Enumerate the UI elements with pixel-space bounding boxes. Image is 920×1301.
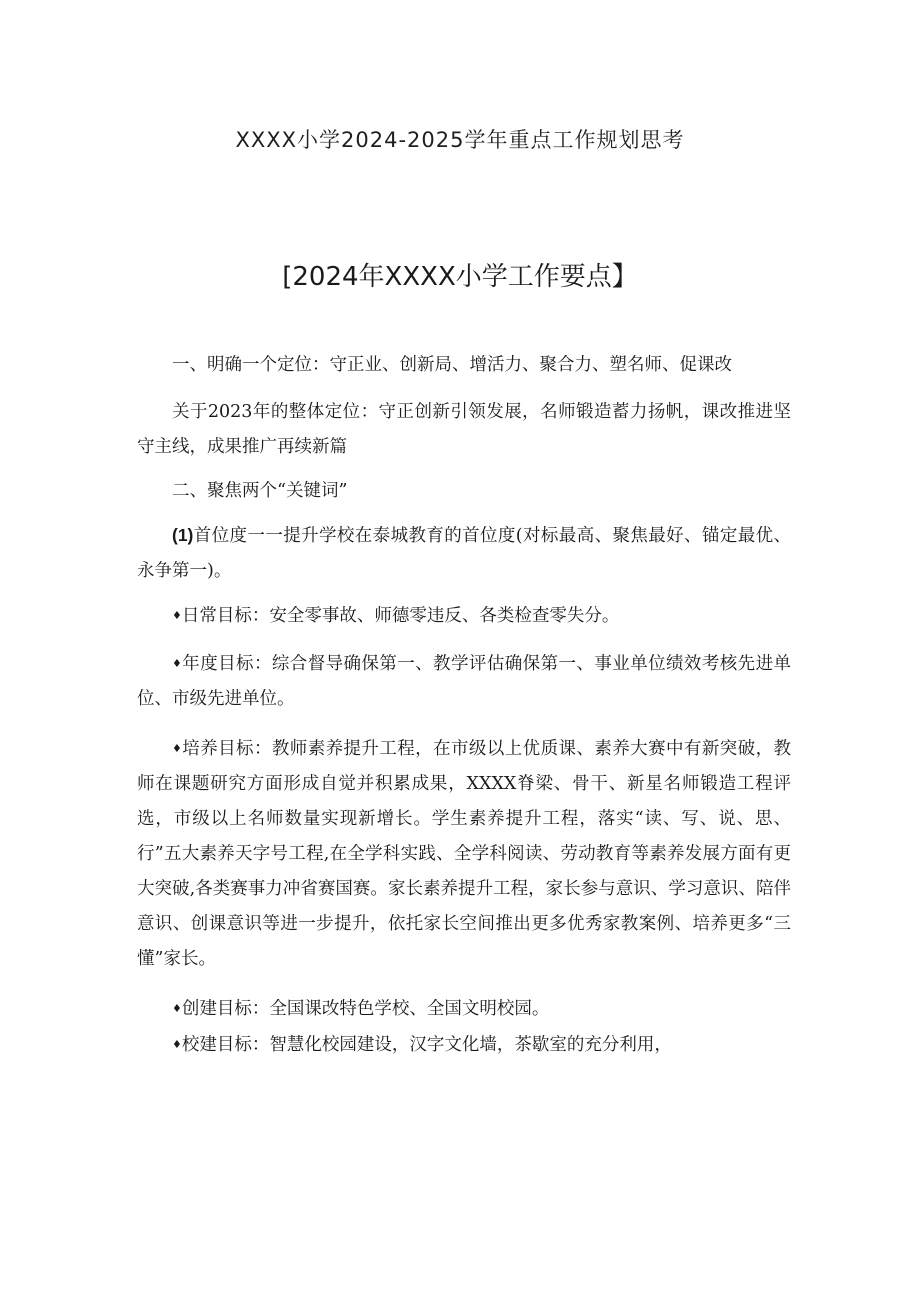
goal-create xyxy=(137,991,791,1027)
goal-cultivate-text: 培养目标：教师素养提升工程，在市级以上优质课、素养大赛中有新突破，教师在课题研究方面形成自觉并积累成果，XXXX脊梁、骨干、新星名师锻造工程评选，市级以上名师数量实现新增长。学生素养提升工程，落实“读、写、说、思、行”五大素养天字号工程,在全学科实践、全学科阅读、劳动教育等素养发展方面有更大突破,各类赛事力冲省赛国赛。家长素养提升工程，家长参与意识、学习意识、陪伴意识、创课意识等进一步提升，依托家长空间推出更多优秀家教案例、培养更多“三懂”家长。 xyxy=(137,739,791,969)
section-2-heading: 二、聚焦两个“关键词” xyxy=(172,481,348,501)
document-body xyxy=(137,348,791,1063)
goal-annual xyxy=(137,646,791,717)
goal-create-text: 创建目标：全国课改特色学校、全国文明校园。 xyxy=(181,999,550,1019)
section-1-heading: 一、明确一个定位：守正业、创新局、增活力、聚合力、塑名师、促课改 xyxy=(172,355,732,375)
goal-campus xyxy=(137,1027,791,1063)
item-number: (1) xyxy=(172,525,194,545)
diamond-bullet-icon: ♦ xyxy=(172,1002,182,1015)
diamond-bullet-icon: ♦ xyxy=(172,609,182,622)
document-title: XXXX小学2024-2025学年重点工作规划思考 xyxy=(235,128,685,152)
diamond-bullet-icon: ♦ xyxy=(172,1038,182,1051)
item-text: 首位度一一提升学校在泰城教育的首位度(对标最高、聚焦最好、锚定最优、永争第一)。 xyxy=(137,526,791,581)
goal-daily xyxy=(137,598,791,634)
diamond-bullet-icon: ♦ xyxy=(172,742,183,755)
section-1-body: 关于2023年的整体定位：守正创新引领发展，名师锻造蓄力扬帆，课改推进坚守主线，成果推广再续新篇 xyxy=(137,402,791,457)
goal-cultivate xyxy=(137,731,791,977)
goal-annual-text: 年度目标：综合督导确保第一、教学评估确保第一、事业单位绩效考核先进单位、市级先进单位。 xyxy=(137,654,791,709)
goal-daily-text: 日常目标：安全零事故、师德零违反、各类检查零失分。 xyxy=(181,606,620,626)
goal-campus-text: 校建目标：智慧化校园建设，汉字文化墙，茶歇室的充分利用， xyxy=(181,1035,672,1055)
diamond-bullet-icon: ♦ xyxy=(172,657,183,670)
document-subtitle: [2024年XXXX小学工作要点】 xyxy=(282,262,638,292)
section-2-item-1 xyxy=(137,518,791,589)
